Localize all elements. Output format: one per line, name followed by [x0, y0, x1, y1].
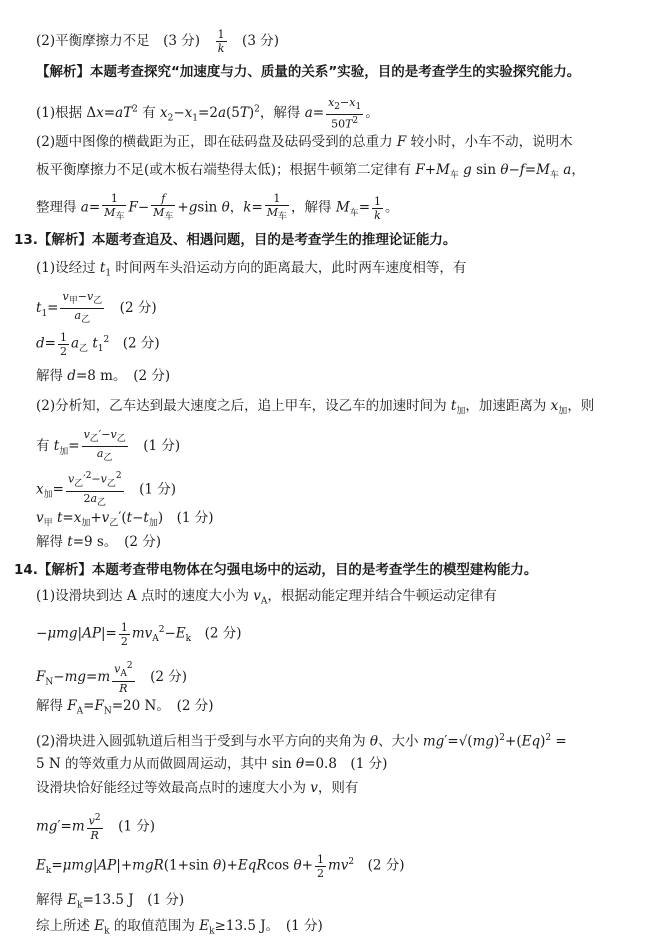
line-14: $x_加=$ $\frac{v_乙'^2-v_乙^2}{2a_乙}$ (1 分) — [36, 471, 177, 509]
line-18: (1)设滑块到达 A 点时的速度大小为 $v_A$，根据动能定理并结合牛顿运动定律有 — [36, 588, 497, 607]
line-15: $v_甲$ $t=x_加+v_乙'(t-t_加)$ (1 分) — [36, 510, 214, 529]
line-26: $E_k=\mu mg|AP|+mgR(1+\sin$ θ)+EqRcos θ+ $\frac{1}{2}$ $mv^2$ (2 分) — [36, 852, 405, 880]
line-6: 整理得 a= $\frac{1}{M_车}$ F− $\frac{f}{M_车}$ +gsin θ，k= $\frac{1}{M_车}$ ，解得 $M_车=$ $\frac{1}{k}$ 。 — [36, 192, 399, 223]
line-16: 解得 t=9 s。 (2 分) — [36, 534, 162, 550]
line-1: (2)平衡摩擦力不足 (3 分) $\frac{1}{k}$ (3 分) — [36, 28, 279, 55]
line-8: (1)设经过 $t_1$ 时间两车头沿运动方向的距离最大，此时两车速度相等，有 — [36, 260, 467, 279]
line-25: mg′=m $\frac{v^2}{R}$ (1 分) — [36, 813, 156, 842]
line-13: 有 $t_加=$ $\frac{v_乙'-v_乙}{a_乙}$ (1 分) — [36, 428, 181, 464]
line-22: (2)滑块进入圆弧轨道后相当于受到与水平方向的夹角为 θ、大小 $mg'=√(mg)^2+(Eq)^2$ = — [36, 733, 567, 750]
line-12: (2)分析知，乙车达到最大速度之后，追上甲车，设乙车的加速时间为 $t_加$，加速距离为 $x_加$，则 — [36, 398, 595, 417]
line-10: d= $\frac{1}{2}$ $a_乙$ $t_1^2$ (2 分) — [36, 330, 160, 358]
line-20: $F_N-mg=m$ $\frac{v_A^2}{R}$ (2 分) — [36, 661, 188, 695]
line-19: −μmg|AP|= $\frac{1}{2}$ $mv_A^2-E_k$ (2 分) — [36, 620, 242, 648]
line-7: 13.【解析】本题考查追及、相遇问题，目的是考查学生的推理论证能力。 — [14, 232, 457, 248]
line-28: 综上所述 $E_k$ 的取值范围为 $E_k\ge 13.5$ J。 (1 分) — [36, 918, 323, 937]
line-4: (2)题中图像的横截距为正，即在砝码盘及砝码受到的总重力 F 较小时，小车不动，说明木 — [36, 134, 573, 150]
fraction: $\frac{1}{k}$ — [217, 28, 225, 55]
line-17: 14.【解析】本题考查带电物体在匀强电场中的运动，目的是考查学生的模型建构能力。 — [14, 562, 538, 578]
line-2: 【解析】本题考查探究“加速度与力、质量的关系”实验，目的是考查学生的实验探究能力。 — [36, 64, 581, 80]
line-5: 板平衡摩擦力不足(或木板右端垫得太低)；根据牛顿第二定律有 $F+M_车$ g $\sin \theta-f=M_车$ a， — [36, 162, 585, 181]
line-24: 设滑块恰好能经过等效最高点时的速度大小为 v，则有 — [36, 780, 359, 796]
line-9: $t_1=$ $\frac{v_甲-v_乙}{a_乙}$ (2 分) — [36, 290, 157, 326]
line-27: 解得 $E_k=13.5$ J (1 分) — [36, 892, 185, 911]
line-11: 解得 d=8 m。 (2 分) — [36, 368, 171, 384]
line-21: 解得 $F_A=F_N=20$ N。 (2 分) — [36, 698, 214, 717]
line-23: 5 N 的等效重力从而做圆周运动，其中 sin θ=0.8 (1 分) — [36, 756, 388, 772]
line-3: (1)根据 $\Delta x=aT^2$ 有 $x_2-x_1=2a(5T)^2$，解得 a= $\frac{x_2-x_1}{50T^2}$ 。 — [36, 96, 379, 131]
